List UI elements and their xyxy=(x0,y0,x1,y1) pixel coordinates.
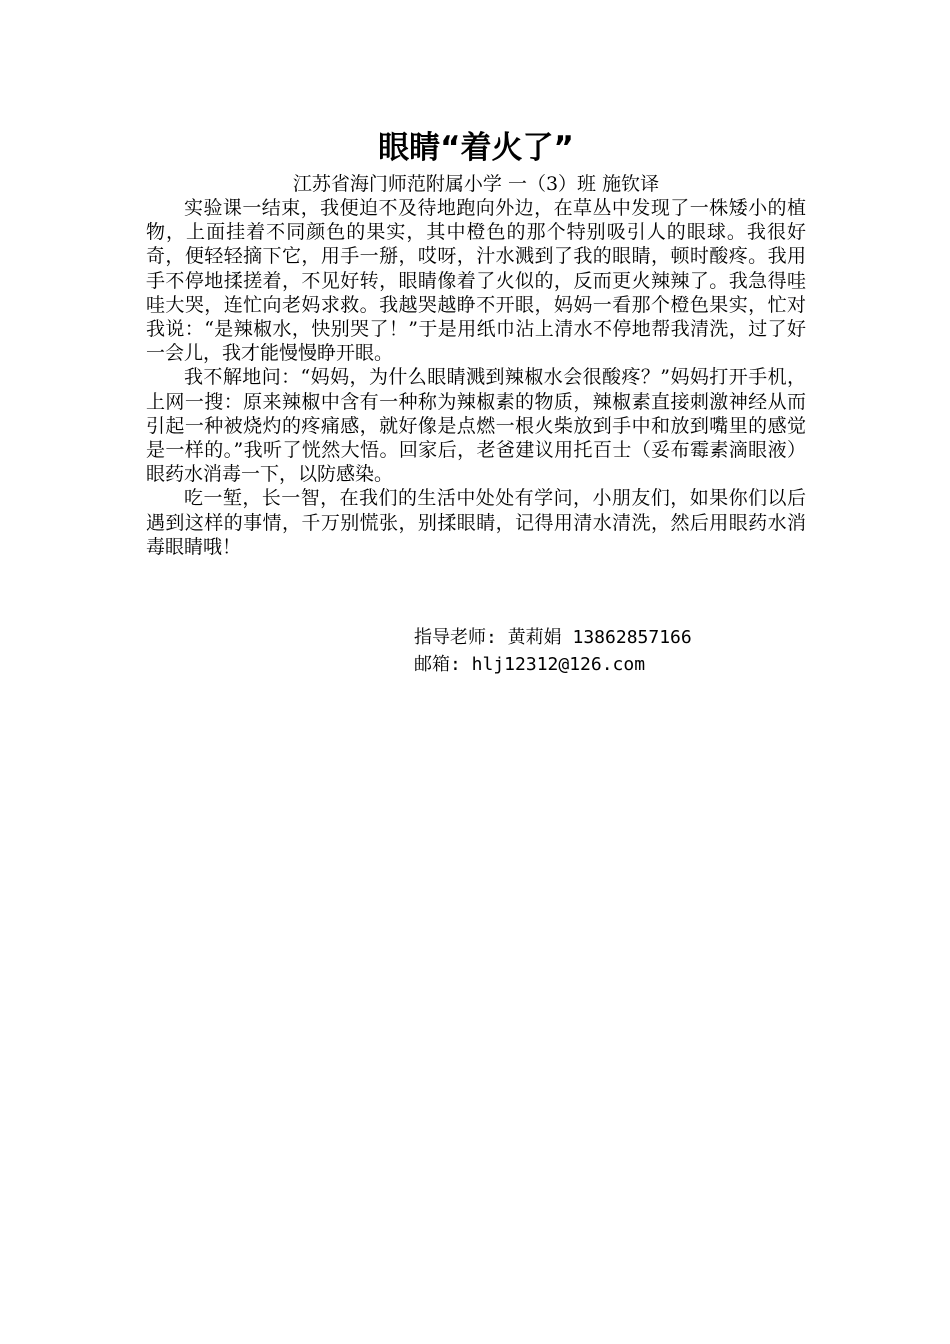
article-title: 眼睛“着火了” xyxy=(378,130,574,166)
email-line: 邮箱: hlj12312@126.com xyxy=(414,654,646,675)
signature-block xyxy=(414,624,692,678)
paragraph-3: 吃一堑，长一智，在我们的生活中处处有学问，小朋友们，如果你们以后遇到这样的事情，千万别慌张，别揉眼睛，记得用清水清洗，然后用眼药水消毒眼睛哦！ xyxy=(146,487,806,558)
author-byline: 江苏省海门师范附属小学 一（3）班 施钦译 xyxy=(292,173,660,195)
document-page xyxy=(146,128,806,559)
article-body xyxy=(146,196,806,559)
teacher-line: 指导老师: 黄莉娟 13862857166 xyxy=(414,627,692,648)
paragraph-2: 我不解地问：“妈妈，为什么眼睛溅到辣椒水会很酸疼？”妈妈打开手机，上网一搜：原来辣椒中含有一种称为辣椒素的物质，辣椒素直接刺激神经从而引起一种被烧灼的疼痛感，就好像是点燃一根火柴放到手中和放到嘴里的感觉是一样的。”我听了恍然大悟。回家后，老爸建议用托百士（妥布霉素滴眼液）眼药水消毒一下，以防感染。 xyxy=(146,366,806,486)
paragraph-1: 实验课一结束，我便迫不及待地跑向外边，在草丛中发现了一株矮小的植物，上面挂着不同颜色的果实，其中橙色的那个特别吸引人的眼球。我很好奇，便轻轻摘下它，用手一掰，哎呀，汁水溅到了我的眼睛，顿时酸疼。我用手不停地揉搓着，不见好转，眼睛像着了火似的，反而更火辣辣了。我急得哇哇大哭，连忙向老妈求救。我越哭越睁不开眼，妈妈一看那个橙色果实，忙对我说：“是辣椒水，快别哭了！”于是用纸巾沾上清水不停地帮我清洗，过了好一会儿，我才能慢慢睁开眼。 xyxy=(146,197,806,365)
